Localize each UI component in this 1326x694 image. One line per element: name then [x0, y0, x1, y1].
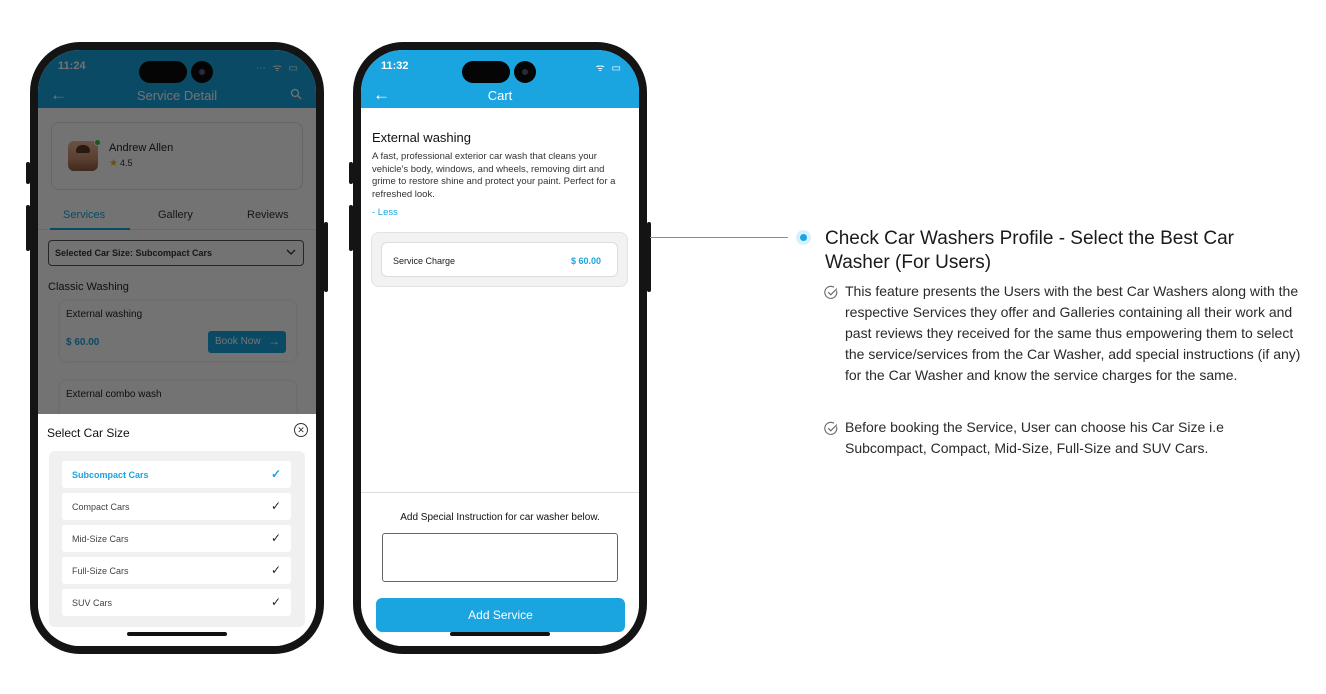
service-charge-value: $ 60.00 [570, 256, 601, 266]
sheet-title: Select Car Size [47, 426, 130, 440]
phone-volume-button [349, 205, 353, 251]
cart-service-description: A fast, professional exterior car wash that cleans your vehicle's body, windows, and wheels, removing dirt and grime to restore shine and protect your paint. Perfect for a refreshed look. [372, 151, 616, 200]
car-size-option-label: Subcompact Cars [72, 470, 149, 480]
phone-volume-button [26, 205, 30, 251]
check-icon: ✓ [270, 499, 281, 513]
check-icon: ✓ [270, 595, 281, 609]
car-size-sheet [38, 414, 316, 646]
special-instruction-input[interactable] [382, 533, 618, 582]
status-icons: ᯤ ▭ [595, 63, 623, 74]
car-size-option-suv[interactable] [62, 589, 291, 616]
car-size-option-label: Compact Cars [72, 502, 130, 512]
phone-screen [38, 50, 316, 646]
camera-icon [191, 61, 213, 83]
status-time: 11:32 [381, 60, 409, 72]
camera-icon [514, 61, 536, 83]
car-size-list [49, 451, 305, 627]
car-size-option-label: Full-Size Cars [72, 566, 129, 576]
connector-line [650, 237, 788, 238]
phone-power-button [324, 222, 328, 292]
check-circle-icon [824, 421, 839, 436]
phone-power-button [647, 222, 651, 292]
home-indicator[interactable] [127, 632, 227, 636]
cart-body [361, 108, 639, 646]
check-icon: ✓ [270, 563, 281, 577]
instruction-label: Add Special Instruction for car washer below. [400, 512, 600, 523]
dynamic-island [462, 61, 510, 83]
phone-mute-switch [349, 162, 353, 184]
less-link[interactable]: - Less [372, 207, 398, 218]
check-icon: ✓ [270, 531, 281, 545]
car-size-option-mid-size[interactable] [62, 525, 291, 552]
feature-point: This feature presents the Users with the best Car Washers along with the respective Services they offer and Galleries containing all their work and past reviews they received for the same thus empowering them to select the service/services from the Car Washer, add special instructions (if any) for the Car Washer and know the service charges for the same. [845, 283, 1301, 383]
car-size-option-subcompact[interactable] [62, 461, 291, 488]
feature-title: Check Car Washers Profile - Select the Best Car Washer (For Users) [825, 228, 1234, 273]
car-size-option-label: Mid-Size Cars [72, 534, 129, 544]
header-title: Cart [487, 88, 513, 103]
close-icon[interactable]: ✕ [294, 423, 308, 437]
back-arrow-icon[interactable]: ← [373, 85, 390, 104]
check-icon: ✓ [270, 467, 281, 481]
phone-service-detail [30, 42, 324, 654]
service-charge-row [381, 242, 618, 277]
feature-point: Before booking the Service, User can choose his Car Size i.e Subcompact, Compact, Mid-Size, Full-Size and SUV Cars. [845, 419, 1224, 456]
car-size-option-compact[interactable] [62, 493, 291, 520]
service-charge-label: Service Charge [393, 256, 456, 266]
car-size-option-label: SUV Cars [72, 598, 113, 608]
add-service-button[interactable] [376, 598, 625, 632]
check-circle-icon [824, 285, 839, 300]
add-service-label: Add Service [468, 608, 533, 622]
divider [361, 492, 639, 493]
phone-screen [361, 50, 639, 646]
phone-mute-switch [26, 162, 30, 184]
car-size-option-full-size[interactable] [62, 557, 291, 584]
home-indicator[interactable] [450, 632, 550, 636]
bullet-dot-icon [796, 230, 811, 245]
cart-service-title: External washing [372, 130, 471, 145]
service-charge-container [371, 232, 628, 287]
dynamic-island [139, 61, 187, 83]
phone-cart [353, 42, 647, 654]
